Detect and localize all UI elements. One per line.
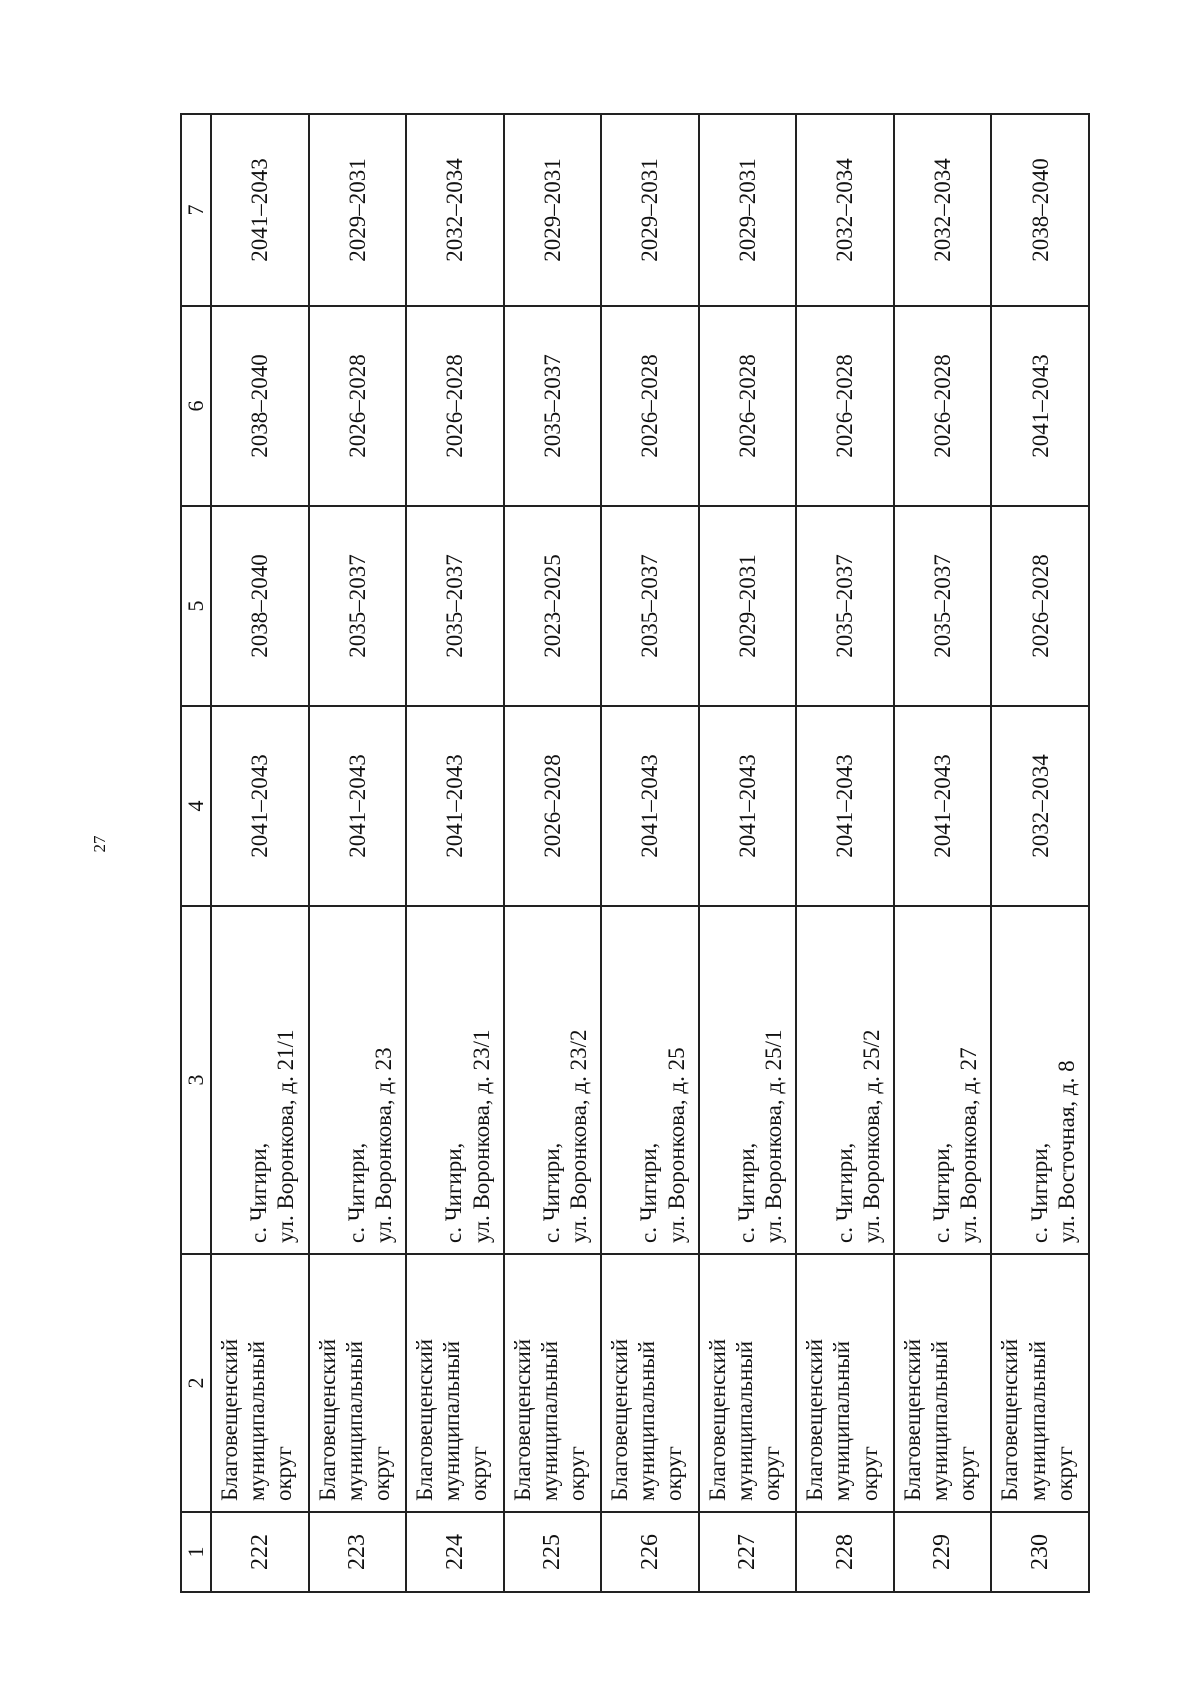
district-cell <box>796 1254 894 1512</box>
period-cell-col-6: 2026–2028 <box>406 306 504 506</box>
address-line: ул. Воронкова, д. 25 <box>663 1047 689 1243</box>
table-row <box>699 114 797 1592</box>
page-number: 27 <box>90 835 109 853</box>
period-cell-col-6: 2038–2040 <box>211 306 309 506</box>
address-line: с. Чигири, <box>1026 1142 1052 1243</box>
table-row <box>211 114 309 1592</box>
address-cell <box>601 906 699 1254</box>
table-row <box>796 114 894 1592</box>
period-cell-col-7: 2029–2031 <box>504 114 602 306</box>
row-number-cell: 230 <box>991 1512 1089 1592</box>
period-cell-col-4: 2041–2043 <box>796 706 894 906</box>
period-cell-col-6: 2026–2028 <box>894 306 992 506</box>
district-line: муниципальный <box>536 1340 562 1501</box>
row-number-cell: 228 <box>796 1512 894 1592</box>
column-header-5: 5 <box>181 506 211 706</box>
district-cell <box>991 1254 1089 1512</box>
district-line: Благовещенский <box>217 1338 242 1501</box>
column-header-7: 7 <box>181 114 211 306</box>
period-cell-col-6: 2026–2028 <box>601 306 699 506</box>
period-cell-col-6: 2041–2043 <box>991 306 1089 506</box>
period-cell-col-7: 2032–2034 <box>796 114 894 306</box>
district-line: округ <box>466 1446 492 1501</box>
district-line: Благовещенский <box>802 1338 828 1501</box>
table-row <box>601 114 699 1592</box>
period-cell-col-4: 2026–2028 <box>504 706 602 906</box>
row-number-cell: 229 <box>894 1512 992 1592</box>
table-row <box>991 114 1089 1592</box>
district-cell <box>894 1254 992 1512</box>
period-cell-col-7: 2029–2031 <box>699 114 797 306</box>
address-cell <box>699 906 797 1254</box>
period-cell-col-5: 2023–2025 <box>504 506 602 706</box>
address-line: ул. Воронкова, д. 25/2 <box>858 1029 884 1243</box>
district-line: округ <box>563 1446 589 1501</box>
table-body <box>211 114 1089 1592</box>
district-line: муниципальный <box>829 1340 855 1501</box>
period-cell-col-6: 2035–2037 <box>504 306 602 506</box>
period-cell-col-4: 2032–2034 <box>991 706 1089 906</box>
table-wrapper <box>180 115 1090 1593</box>
address-line: с. Чигири, <box>441 1142 467 1243</box>
district-cell <box>406 1254 504 1512</box>
column-header-1: 1 <box>181 1512 211 1592</box>
district-line: округ <box>1051 1446 1077 1501</box>
period-cell-col-6: 2026–2028 <box>309 306 407 506</box>
address-cell <box>504 906 602 1254</box>
district-line: округ <box>271 1446 297 1501</box>
row-number-cell: 225 <box>504 1512 602 1592</box>
period-cell-col-5: 2026–2028 <box>991 506 1089 706</box>
header-row <box>181 114 211 1592</box>
row-number-cell: 223 <box>309 1512 407 1592</box>
address-line: ул. Воронкова, д. 23/1 <box>468 1029 494 1243</box>
district-line: муниципальный <box>244 1340 270 1501</box>
address-cell <box>211 906 309 1254</box>
address-cell <box>406 906 504 1254</box>
period-cell-col-7: 2029–2031 <box>601 114 699 306</box>
address-cell <box>796 906 894 1254</box>
period-cell-col-7: 2038–2040 <box>991 114 1089 306</box>
district-line: округ <box>856 1446 882 1501</box>
district-line: муниципальный <box>731 1340 757 1501</box>
period-cell-col-6: 2026–2028 <box>699 306 797 506</box>
table-rotation-frame <box>180 115 1090 1593</box>
row-number-cell: 224 <box>406 1512 504 1592</box>
period-cell-col-4: 2041–2043 <box>211 706 309 906</box>
district-line: муниципальный <box>926 1340 952 1501</box>
address-cell <box>991 906 1089 1254</box>
address-cell <box>894 906 992 1254</box>
address-line: с. Чигири, <box>831 1142 857 1243</box>
address-line: ул. Восточная, д. 8 <box>1053 1060 1079 1243</box>
district-line: муниципальный <box>634 1340 660 1501</box>
district-line: муниципальный <box>439 1340 465 1501</box>
period-cell-col-4: 2041–2043 <box>601 706 699 906</box>
district-line: Благовещенский <box>412 1338 438 1501</box>
district-cell <box>601 1254 699 1512</box>
district-line: округ <box>661 1446 687 1501</box>
district-line: Благовещенский <box>899 1338 925 1501</box>
address-line: с. Чигири, <box>343 1142 369 1243</box>
period-cell-col-7: 2041–2043 <box>211 114 309 306</box>
district-cell <box>699 1254 797 1512</box>
period-cell-col-4: 2041–2043 <box>699 706 797 906</box>
district-cell <box>211 1254 309 1512</box>
address-line: ул. Воронкова, д. 27 <box>956 1047 982 1243</box>
period-cell-col-7: 2032–2034 <box>406 114 504 306</box>
column-header-3: 3 <box>181 906 211 1254</box>
row-number-cell: 227 <box>699 1512 797 1592</box>
period-cell-col-6: 2026–2028 <box>796 306 894 506</box>
column-header-2: 2 <box>181 1254 211 1512</box>
address-line: с. Чигири, <box>636 1142 662 1243</box>
district-cell <box>504 1254 602 1512</box>
district-line: округ <box>368 1446 394 1501</box>
period-cell-col-4: 2041–2043 <box>309 706 407 906</box>
period-cell-col-5: 2038–2040 <box>211 506 309 706</box>
district-line: округ <box>758 1446 784 1501</box>
period-cell-col-5: 2029–2031 <box>699 506 797 706</box>
district-line: Благовещенский <box>997 1338 1023 1501</box>
period-cell-col-5: 2035–2037 <box>406 506 504 706</box>
period-cell-col-4: 2041–2043 <box>894 706 992 906</box>
schedule-table <box>180 113 1090 1593</box>
district-line: Благовещенский <box>509 1338 535 1501</box>
address-line: с. Чигири, <box>734 1142 760 1243</box>
table-row <box>309 114 407 1592</box>
table-row <box>504 114 602 1592</box>
address-line: ул. Воронкова, д. 21/1 <box>273 1029 299 1243</box>
period-cell-col-5: 2035–2037 <box>796 506 894 706</box>
address-line: ул. Воронкова, д. 25/1 <box>761 1029 787 1243</box>
address-line: ул. Воронкова, д. 23 <box>370 1047 396 1243</box>
column-header-6: 6 <box>181 306 211 506</box>
address-line: с. Чигири, <box>246 1142 272 1243</box>
district-line: Благовещенский <box>314 1338 340 1501</box>
district-cell <box>309 1254 407 1512</box>
district-line: Благовещенский <box>704 1338 730 1501</box>
period-cell-col-5: 2035–2037 <box>309 506 407 706</box>
row-number-cell: 226 <box>601 1512 699 1592</box>
address-cell <box>309 906 407 1254</box>
district-line: муниципальный <box>1024 1340 1050 1501</box>
column-header-4: 4 <box>181 706 211 906</box>
period-cell-col-7: 2029–2031 <box>309 114 407 306</box>
period-cell-col-7: 2032–2034 <box>894 114 992 306</box>
district-line: муниципальный <box>341 1340 367 1501</box>
table-row <box>406 114 504 1592</box>
row-number-cell: 222 <box>211 1512 309 1592</box>
address-line: с. Чигири, <box>929 1142 955 1243</box>
period-cell-col-5: 2035–2037 <box>894 506 992 706</box>
address-line: с. Чигири, <box>538 1142 564 1243</box>
address-line: ул. Воронкова, д. 23/2 <box>566 1029 592 1243</box>
district-line: Благовещенский <box>607 1338 633 1501</box>
district-line: округ <box>954 1446 980 1501</box>
period-cell-col-5: 2035–2037 <box>601 506 699 706</box>
table-row <box>894 114 992 1592</box>
period-cell-col-4: 2041–2043 <box>406 706 504 906</box>
